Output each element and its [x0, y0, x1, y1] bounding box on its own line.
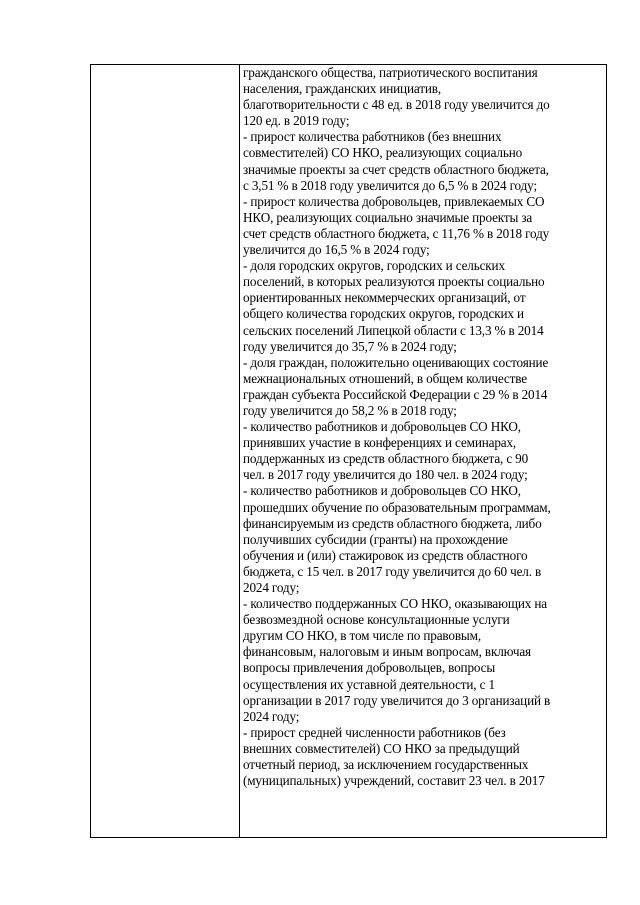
text-line: - прирост средней численности работников (без [243, 724, 506, 740]
text-line: значимые проекты за счет средств областного бюджета, [243, 161, 549, 177]
text-line: - прирост количества работников (без внешних [243, 129, 502, 145]
text-line: внешних совместителей) СО НКО за предыдущий [243, 740, 520, 756]
text-line: бюджета, с 15 чел. в 2017 году увеличится до 60 чел. в [243, 563, 542, 579]
text-line: получивших субсидии (гранты) на прохождение [243, 531, 508, 547]
text-line: НКО, реализующих социально значимые проекты за [243, 209, 533, 225]
text-line: общего количества городских округов, городских и [243, 306, 524, 322]
text-line: с 3,51 % в 2018 году увеличится до 6,5 % в 2024 году; [243, 177, 537, 193]
text-line: прошедших обучение по образовательным программам, [243, 499, 551, 515]
text-line: благотворительности с 48 ед. в 2018 году увеличится до [243, 97, 550, 113]
text-line: - доля городских округов, городских и сельских [243, 258, 505, 274]
text-line: другим СО НКО, в том числе по правовым, [243, 628, 481, 644]
text-line: 2024 году; [243, 708, 300, 724]
text-line: межнациональных отношений, в общем количестве [243, 370, 527, 386]
text-line: вопросы привлечения добровольцев, вопросы [243, 660, 496, 676]
text-line: финансовым, налоговым и иным вопросам, включая [243, 644, 531, 660]
text-line: организации в 2017 году увеличится до 3 организаций в [243, 692, 551, 708]
text-line: - количество поддержанных СО НКО, оказывающих на [243, 596, 547, 612]
text-line: населения, гражданских инициатив, [243, 81, 441, 97]
text-line: осуществления их уставной деятельности, с 1 [243, 676, 495, 692]
text-line: 120 ед. в 2019 году; [243, 113, 350, 129]
text-line: (муниципальных) учреждений, составит 23 чел. в 2017 [243, 773, 545, 789]
text-line: увеличится до 16,5 % в 2024 году; [243, 242, 430, 258]
text-line: 2024 году; [243, 580, 300, 595]
text-line: - количество работников и добровольцев СО НКО, [243, 419, 521, 435]
text-line: году увеличится до 58,2 % в 2018 году; [243, 402, 457, 418]
text-line: чел. в 2017 году увеличится до 180 чел. в 2024 году; [243, 467, 528, 483]
text-line: - количество работников и добровольцев СО НКО, [243, 483, 521, 499]
text-line: - прирост количества добровольцев, привлекаемых СО [243, 193, 545, 209]
text-line: принявших участие в конференциях и семинарах, [243, 435, 517, 451]
table-right-cell [240, 65, 606, 837]
text-line: году увеличится до 35,7 % в 2024 году; [243, 338, 457, 354]
text-line: отчетный период, за исключением государственных [243, 757, 529, 773]
text-line: сельских поселений Липецкой области с 13,3 % в 2014 [243, 322, 544, 338]
text-line: ориентированных некоммерческих организаций, от [243, 290, 526, 306]
text-line: совместителей) СО НКО, реализующих социально [243, 145, 523, 161]
table-left-cell [91, 65, 240, 837]
text-line: поселений, в которых реализуются проекты социально [243, 274, 545, 290]
text-line: финансируемым из средств областного бюджета, либо [243, 515, 542, 531]
text-line: обучения и (или) стажировок из средств областного [243, 547, 528, 563]
text-line: гражданского общества, патриотического воспитания [243, 65, 538, 80]
text-line: поддержанных из средств областного бюджета, с 90 [243, 451, 529, 467]
text-line: граждан субъекта Российской Федерации с 29 % в 2014 [243, 386, 548, 402]
text-line: - доля граждан, положительно оценивающих состояние [243, 354, 549, 370]
text-line: безвозмездной основе консультационные услуги [243, 612, 510, 628]
text-line: счет средств областного бюджета, с 11,76 % в 2018 году [243, 225, 550, 241]
document-table [90, 64, 607, 838]
